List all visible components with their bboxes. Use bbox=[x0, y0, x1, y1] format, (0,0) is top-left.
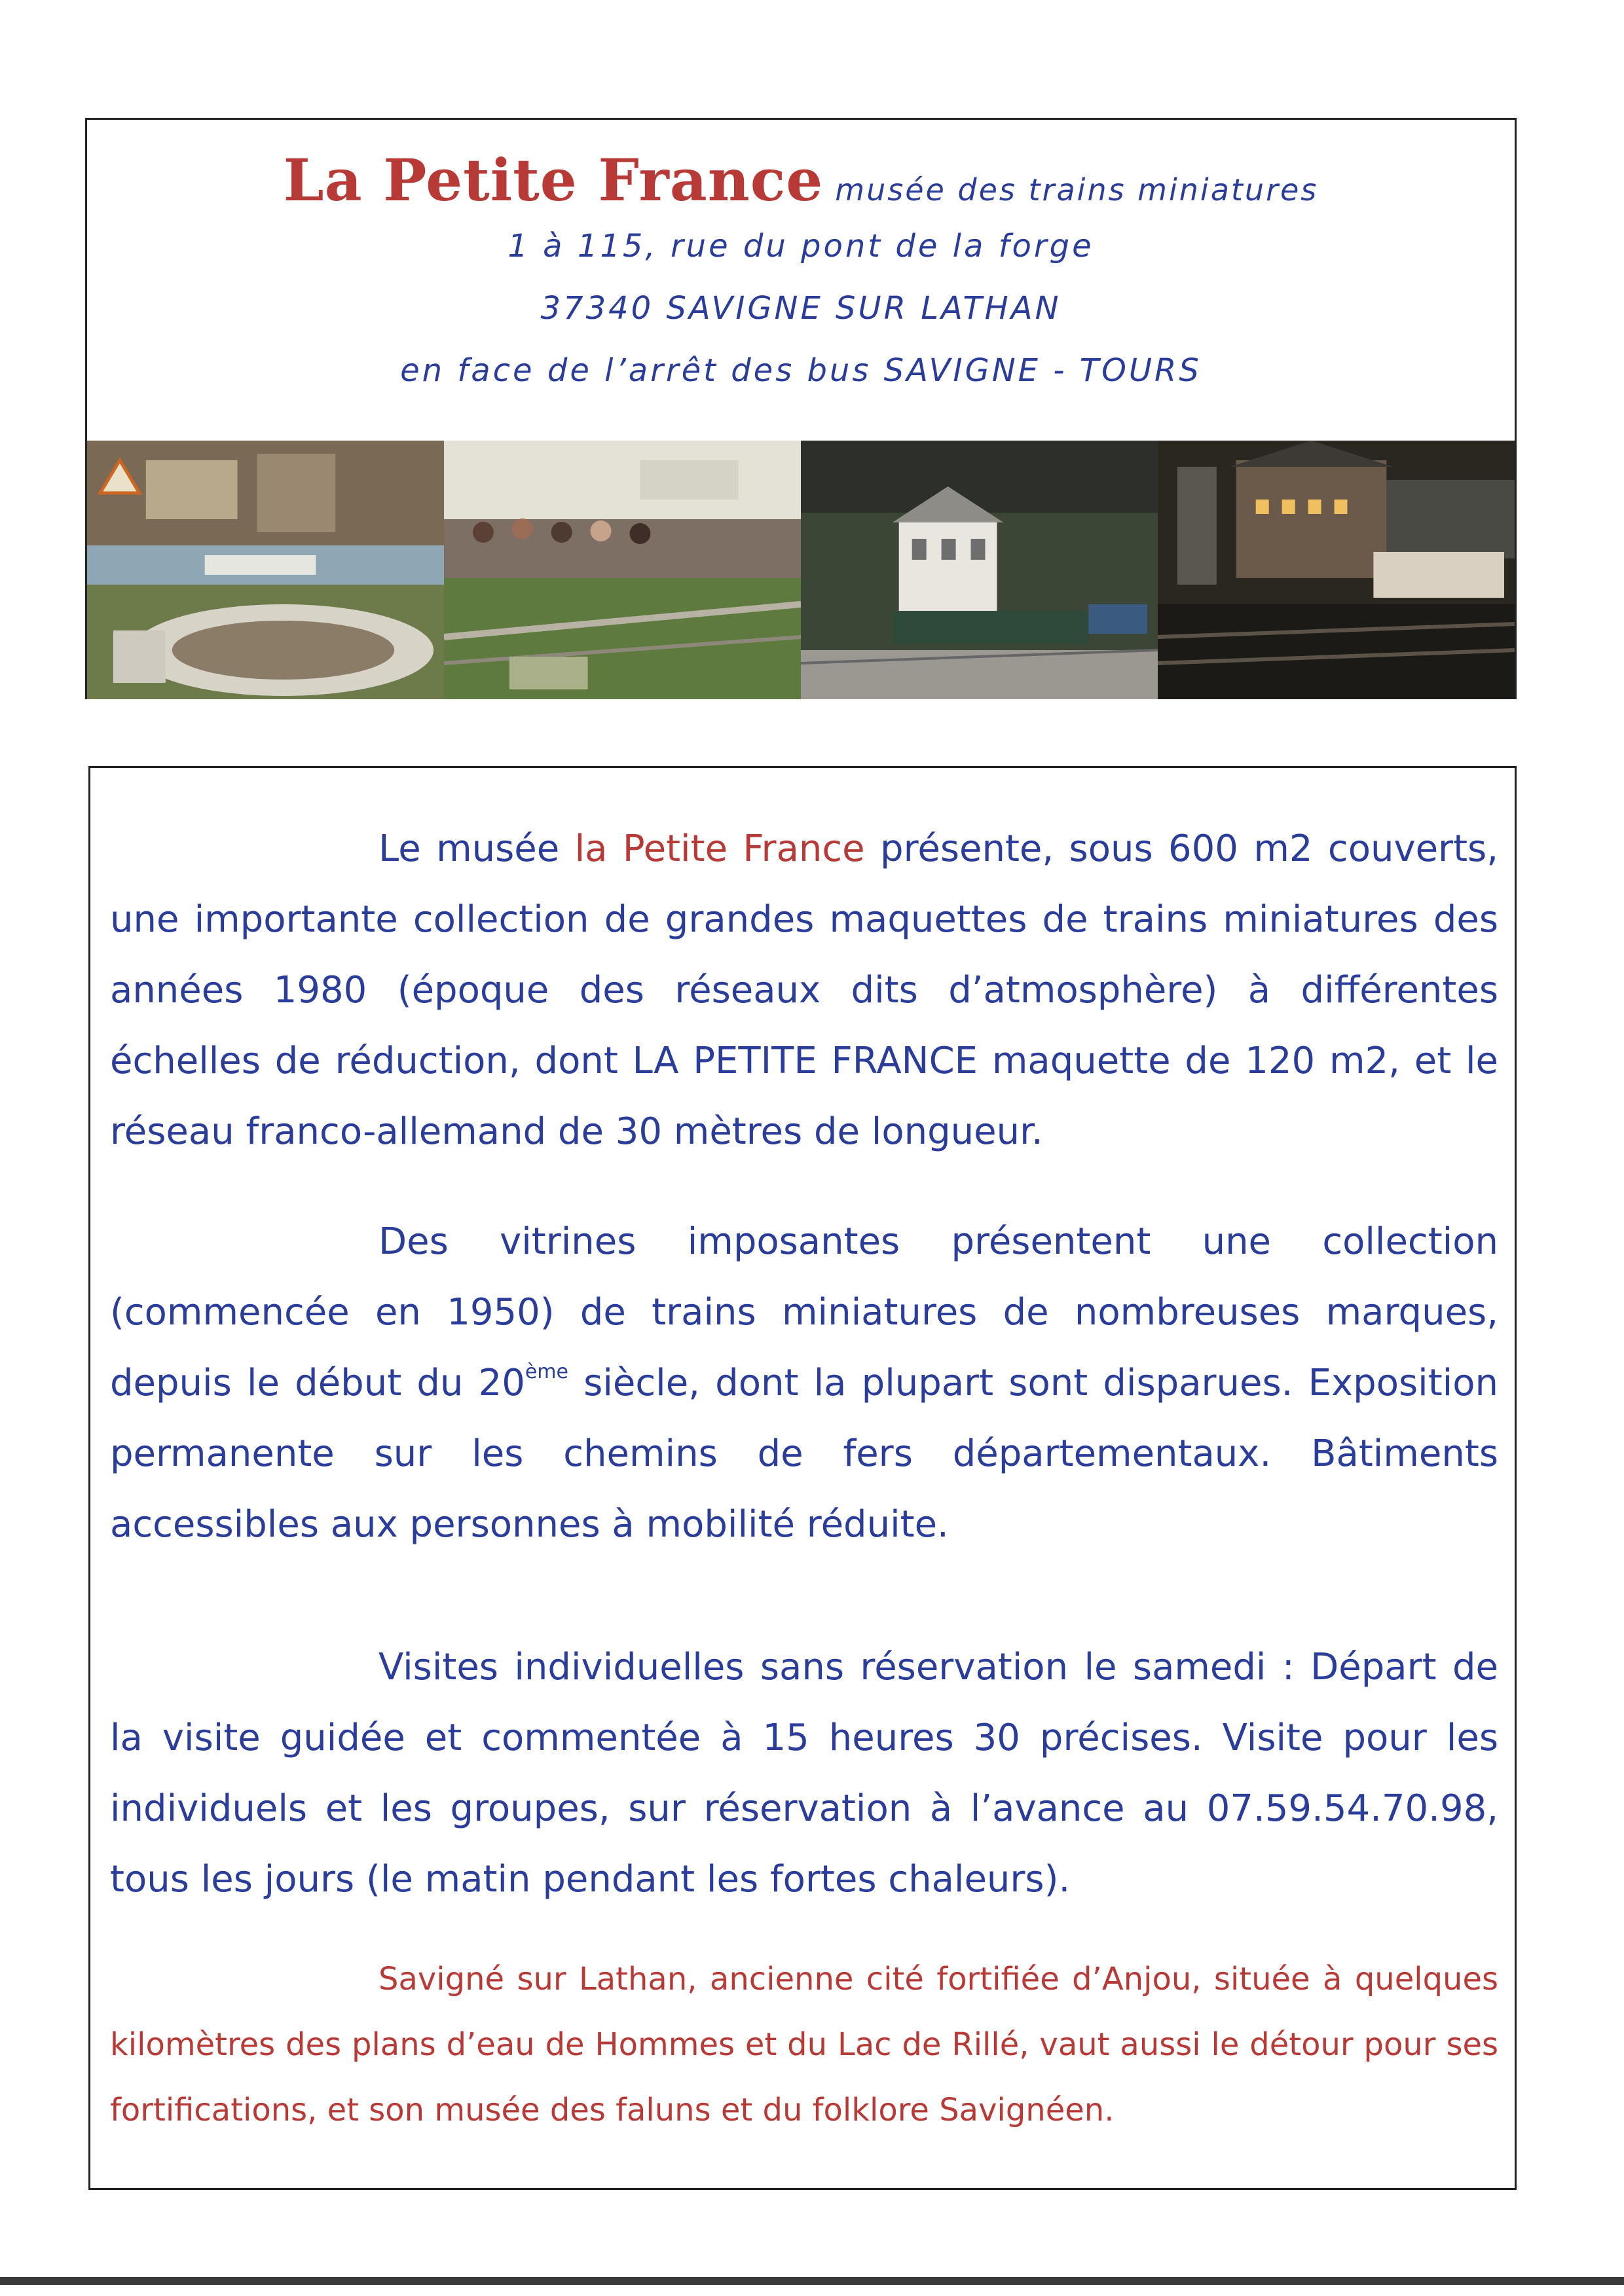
address-street: 1 à 115, rue du pont de la forge bbox=[507, 228, 1094, 264]
photo-station-train bbox=[801, 441, 1158, 699]
photo-visitors bbox=[444, 441, 801, 699]
p2-century-suffix: ème bbox=[525, 1360, 568, 1384]
paragraph-collection bbox=[110, 814, 1498, 1167]
page-title: La Petite France bbox=[283, 146, 824, 214]
title-line bbox=[87, 146, 1515, 214]
photo-layout-overview bbox=[87, 441, 444, 699]
p1-text: présente, sous 600 m2 couverts, une importante collection de grandes maquettes de trains miniatures des années 1980 (époque des réseaux dits d’atmosphère) à différentes échelles de réduction, dont LA PETITE FRANCE maquette de 120 m2, et le réseau franco-allemand de 30 mètres de longueur. bbox=[110, 828, 1498, 1153]
p2-text-start: Des vitrines imposantes présentent une collection (commencée en 1950) de trains miniatures de nombreuses marques, depuis le début du bbox=[110, 1220, 1498, 1404]
paragraph-visits bbox=[110, 1632, 1498, 1915]
page-subtitle: musée des trains miniatures bbox=[835, 172, 1319, 208]
description-box bbox=[88, 766, 1517, 2190]
paragraph-savigne bbox=[110, 1946, 1498, 2143]
p2-text-end: siècle, dont la plupart sont disparues. Exposition permanente sur les chemins de fers départementaux. Bâtiments accessibles aux personnes à mobilité réduite. bbox=[110, 1362, 1498, 1546]
p1-intro: Le musée bbox=[378, 828, 560, 870]
address-city: 37340 SAVIGNE SUR LATHAN bbox=[540, 290, 1061, 327]
photo-strip bbox=[87, 441, 1515, 699]
paragraph-showcases bbox=[110, 1207, 1498, 1560]
bottom-rule bbox=[0, 2277, 1624, 2285]
header-box bbox=[85, 118, 1517, 699]
p1-museum-name: la Petite France bbox=[574, 828, 865, 870]
address-bus-stop: en face de l’arrêt des bus SAVIGNE - TOURS bbox=[400, 352, 1202, 389]
p2-century: 20 bbox=[478, 1362, 525, 1404]
p4-text: Savigné sur Lathan, ancienne cité fortifiée d’Anjou, située à quelques kilomètres des plans d’eau de Hommes et du Lac de Rillé, vaut aussi le détour pour ses fortifications, et son musée des faluns et du folklore Savignéen. bbox=[110, 1961, 1498, 2128]
p3-text: Visites individuelles sans réservation le samedi : Départ de la visite guidée et commentée à 15 heures 30 précises. Visite pour les individuels et les groupes, sur réservation à l’avance au 07.59.54.70.98, tous les jours (le matin pendant les fortes chaleurs). bbox=[110, 1646, 1498, 1901]
photo-night-scene bbox=[1158, 441, 1515, 699]
